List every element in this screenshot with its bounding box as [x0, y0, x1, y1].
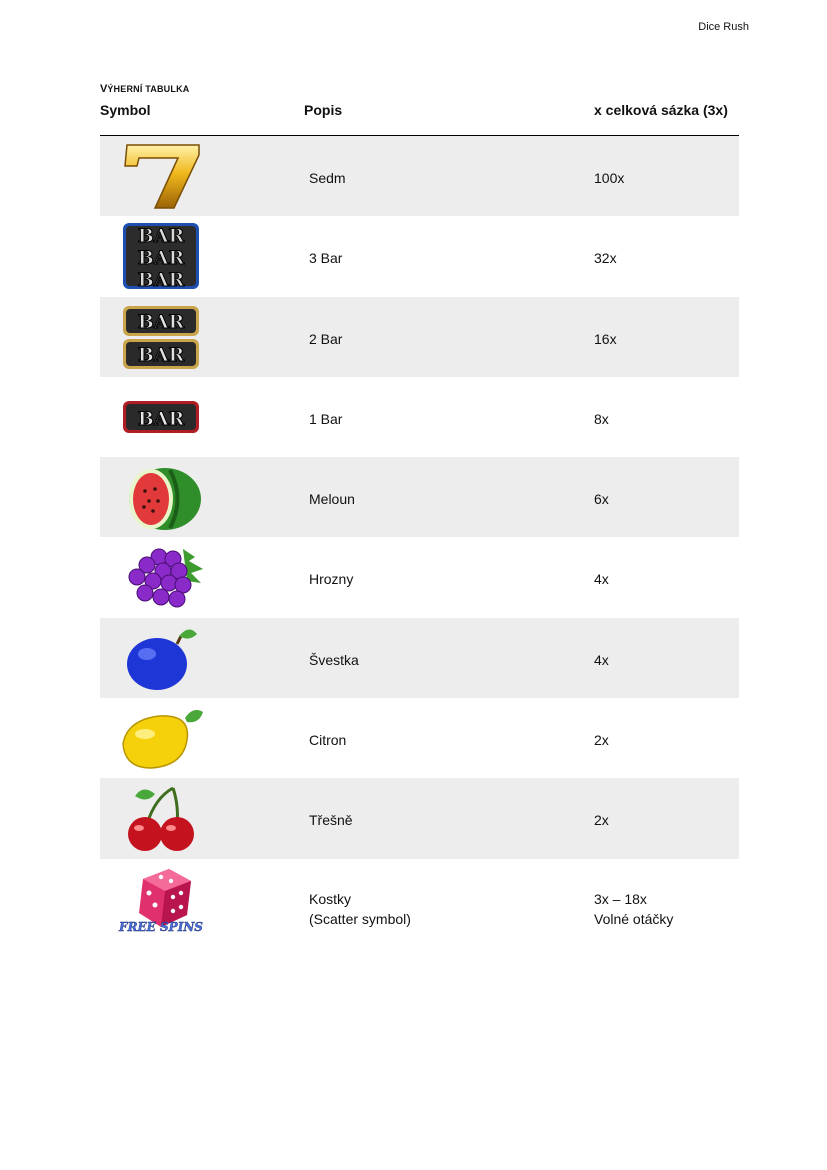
row-description: Třešně: [309, 812, 353, 829]
paytable-rows: [100, 136, 739, 939]
row-multiplier: 4x: [594, 571, 609, 588]
paytable-title: [100, 83, 189, 95]
svg-text:FREE SPINS: FREE SPINS: [119, 919, 203, 933]
svg-text:BAR: BAR: [137, 269, 185, 291]
document-header-title: Dice Rush: [698, 21, 749, 33]
table-row: [100, 537, 739, 617]
row-multiplier: [594, 889, 673, 929]
svg-text:BAR: BAR: [137, 225, 185, 248]
row-description: 1 Bar: [309, 410, 343, 427]
column-header-multiplier: x celková sázka (3x): [594, 102, 728, 118]
table-row: [100, 698, 739, 778]
seven-icon: [115, 142, 207, 210]
table-row: [100, 618, 739, 698]
cherries-icon: [115, 784, 207, 852]
row-description: Citron: [309, 732, 347, 749]
single-bar-icon: [115, 383, 207, 451]
double-bar-icon: [115, 303, 207, 371]
paytable-title-rest: ÝHERNÍ TABULKA: [107, 84, 190, 94]
triple-bar-icon: [115, 222, 207, 290]
row-description: Švestka: [309, 651, 359, 668]
table-row: [100, 136, 739, 216]
table-row: [100, 778, 739, 858]
column-header-description: Popis: [304, 102, 343, 118]
row-multiplier: 32x: [594, 250, 617, 267]
row-description: Sedm: [309, 170, 346, 186]
row-description-line2: (Scatter symbol): [309, 910, 411, 927]
table-row: [100, 377, 739, 457]
svg-text:BAR: BAR: [137, 343, 185, 366]
row-multiplier-line2: Volné otáčky: [594, 910, 674, 927]
lemon-icon: [115, 704, 207, 772]
row-description: Meloun: [309, 491, 355, 508]
row-multiplier-line1: 3x – 18x: [594, 890, 647, 907]
table-row: [100, 297, 739, 377]
row-description: [309, 889, 411, 929]
svg-text:BAR: BAR: [137, 310, 185, 333]
row-description: 3 Bar: [309, 250, 343, 267]
dice-scatter-icon: [115, 865, 207, 933]
table-row: [100, 859, 739, 939]
row-multiplier: 100x: [594, 170, 625, 186]
table-row: [100, 457, 739, 537]
row-description-line1: Kostky: [309, 890, 352, 907]
row-multiplier: 16x: [594, 330, 617, 347]
row-description: Hrozny: [309, 571, 354, 588]
row-multiplier: 2x: [594, 732, 609, 749]
row-multiplier: 6x: [594, 491, 609, 508]
row-multiplier: 8x: [594, 410, 609, 427]
paytable-title-initial: V: [100, 83, 108, 95]
table-row: [100, 216, 739, 296]
row-description: 2 Bar: [309, 330, 343, 347]
row-multiplier: 4x: [594, 651, 609, 668]
plum-icon: [115, 624, 207, 692]
watermelon-icon: [115, 463, 207, 531]
svg-text:BAR: BAR: [137, 247, 185, 270]
column-header-symbol: Symbol: [100, 102, 151, 118]
row-multiplier: 2x: [594, 812, 609, 829]
svg-text:BAR: BAR: [137, 407, 185, 430]
grapes-icon: [115, 543, 207, 611]
